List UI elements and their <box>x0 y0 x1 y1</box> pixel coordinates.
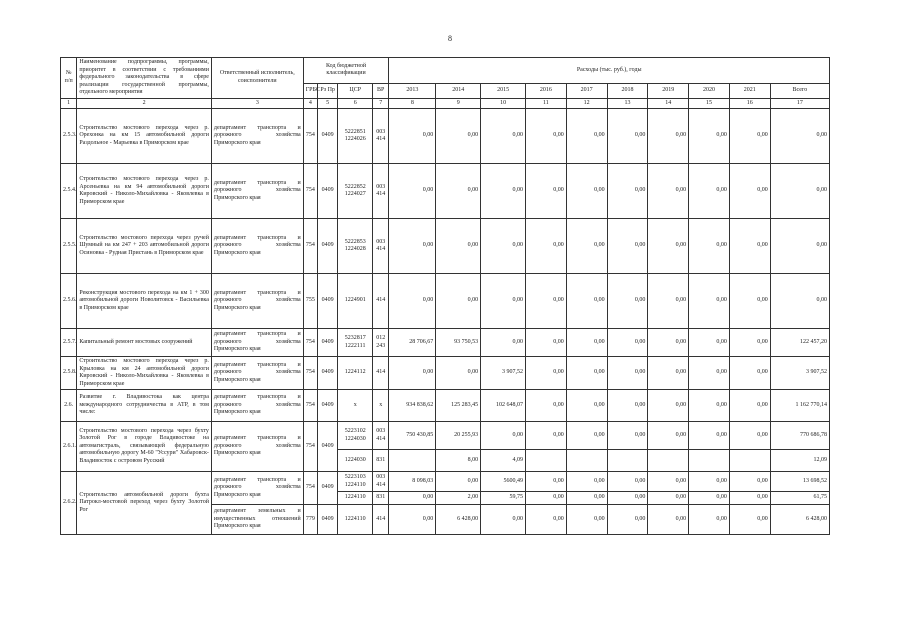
header-year: 2014 <box>436 83 481 98</box>
row-year-value: 0,00 <box>689 505 730 535</box>
col-index: 15 <box>689 98 730 109</box>
row-year-value: 0,00 <box>566 329 607 357</box>
col-index: 6 <box>338 98 373 109</box>
col-index: 1 <box>61 98 77 109</box>
row-year-value: 0,00 <box>607 109 648 164</box>
row-year-value: 6 428,00 <box>436 505 481 535</box>
row-year-value: 0,00 <box>566 219 607 274</box>
budget-table <box>60 57 830 535</box>
row-vr: 414 <box>373 274 389 329</box>
row-year-value: 0,00 <box>436 109 481 164</box>
header-year: 2015 <box>481 83 526 98</box>
row-year-value: 0,00 <box>689 492 730 505</box>
row-year-value: 0,00 <box>526 390 567 422</box>
page-number: 8 <box>448 34 452 43</box>
row-year-value: 0,00 <box>526 274 567 329</box>
col-index: 5 <box>317 98 337 109</box>
header-year: 2016 <box>526 83 567 98</box>
row-rzpr: 0409 <box>317 109 337 164</box>
row-year-value: 0,00 <box>566 274 607 329</box>
row-number: 2.5.8. <box>61 357 77 390</box>
row-year-value: 0,00 <box>481 109 526 164</box>
row-year-value: 0,00 <box>436 472 481 492</box>
row-year-value: 0,00 <box>436 164 481 219</box>
row-total: 3 907,52 <box>770 357 829 390</box>
row-rzpr: 0409 <box>317 422 337 472</box>
row-name: Строительство мостового перехода через ручей Шумный на км 247 + 203 автомобильной дороги Осиновка - Рудная Пристань в Приморском крае <box>77 219 212 274</box>
row-year-value: 0,00 <box>729 219 770 274</box>
row-year-value: 0,00 <box>566 492 607 505</box>
header-vr: ВР <box>373 83 389 98</box>
row-responsible: департамент транспорта и дорожного хозяйства Приморского края <box>211 164 303 219</box>
row-year-value <box>526 450 567 472</box>
row-vr: 003 414 <box>373 219 389 274</box>
row-grbs: 754 <box>303 390 317 422</box>
row-responsible: департамент транспорта и дорожного хозяйства Приморского края <box>211 274 303 329</box>
col-index: 11 <box>526 98 567 109</box>
row-year-value: 125 283,45 <box>436 390 481 422</box>
row-year-value: 0,00 <box>689 422 730 450</box>
col-index: 10 <box>481 98 526 109</box>
row-year-value: 0,00 <box>648 422 689 450</box>
column-index-row <box>61 98 830 109</box>
row-year-value: 0,00 <box>607 329 648 357</box>
table-row <box>61 109 830 164</box>
row-year-value: 8,00 <box>436 450 481 472</box>
row-year-value: 0,00 <box>526 109 567 164</box>
row-responsible: департамент транспорта и дорожного хозяйства Приморского края <box>211 472 303 505</box>
row-number: 2.5.6. <box>61 274 77 329</box>
row-year-value: 750 430,85 <box>389 422 436 450</box>
row-year-value: 0,00 <box>648 505 689 535</box>
row-year-value: 0,00 <box>526 492 567 505</box>
row-year-value: 0,00 <box>389 492 436 505</box>
row-total: 61,75 <box>770 492 829 505</box>
row-total: 0,00 <box>770 109 829 164</box>
table-row <box>61 164 830 219</box>
row-responsible: департамент транспорта и дорожного хозяйства Приморского края <box>211 109 303 164</box>
row-number: 2.5.3. <box>61 109 77 164</box>
row-total: 0,00 <box>770 274 829 329</box>
row-year-value: 0,00 <box>689 329 730 357</box>
row-number: 2.5.4. <box>61 164 77 219</box>
row-year-value: 0,00 <box>389 274 436 329</box>
row-year-value: 0,00 <box>607 390 648 422</box>
row-year-value: 102 648,07 <box>481 390 526 422</box>
row-year-value: 5600,49 <box>481 472 526 492</box>
table-row <box>61 219 830 274</box>
row-year-value: 0,00 <box>526 472 567 492</box>
row-year-value: 0,00 <box>436 219 481 274</box>
row-year-value: 8 098,03 <box>389 472 436 492</box>
row-year-value: 0,00 <box>526 422 567 450</box>
row-vr: 414 <box>373 357 389 390</box>
row-year-value: 0,00 <box>566 505 607 535</box>
row-year-value: 0,00 <box>526 164 567 219</box>
row-vr: 831 <box>373 492 389 505</box>
row-number: 2.5.7. <box>61 329 77 357</box>
row-year-value: 0,00 <box>607 219 648 274</box>
row-year-value: 20 255,93 <box>436 422 481 450</box>
row-year-value: 0,00 <box>566 109 607 164</box>
row-responsible: департамент транспорта и дорожного хозяйства Приморского края <box>211 390 303 422</box>
row-year-value: 0,00 <box>689 390 730 422</box>
row-year-value: 0,00 <box>689 472 730 492</box>
header-year: 2017 <box>566 83 607 98</box>
row-grbs: 755 <box>303 274 317 329</box>
row-year-value: 0,00 <box>729 164 770 219</box>
row-csr: 5232817 1222111 <box>338 329 373 357</box>
row-year-value: 59,75 <box>481 492 526 505</box>
row-grbs: 754 <box>303 472 317 505</box>
header-year: 2019 <box>648 83 689 98</box>
row-responsible: департамент транспорта и дорожного хозяйства Приморского края <box>211 422 303 472</box>
row-total: 0,00 <box>770 219 829 274</box>
col-index: 16 <box>729 98 770 109</box>
row-year-value: 0,00 <box>729 357 770 390</box>
row-total: 770 686,78 <box>770 422 829 450</box>
row-grbs: 754 <box>303 422 317 472</box>
col-index: 17 <box>770 98 829 109</box>
row-grbs: 754 <box>303 329 317 357</box>
row-rzpr: 0409 <box>317 472 337 505</box>
row-name: Реконструкция мостового перехода на км 1 + 300 автомобильной дороги Новолитовск - Васильевка в Приморском крае <box>77 274 212 329</box>
row-year-value: 0,00 <box>689 164 730 219</box>
row-vr: 414 <box>373 505 389 535</box>
row-year-value: 0,00 <box>481 219 526 274</box>
row-grbs: 779 <box>303 505 317 535</box>
row-total: 13 698,52 <box>770 472 829 492</box>
col-index: 8 <box>389 98 436 109</box>
row-grbs: 754 <box>303 109 317 164</box>
row-responsible: департамент транспорта и дорожного хозяйства Приморского края <box>211 357 303 390</box>
row-rzpr: 0409 <box>317 274 337 329</box>
table-row <box>61 329 830 357</box>
row-csr: 5222853 1224028 <box>338 219 373 274</box>
row-vr: 003 414 <box>373 109 389 164</box>
row-total: 12,09 <box>770 450 829 472</box>
row-year-value: 0,00 <box>729 329 770 357</box>
col-index: 9 <box>436 98 481 109</box>
header-total: Всего <box>770 83 829 98</box>
row-name: Строительство мостового перехода через р. Орехонка на км 15 автомобильной дороги Раздольное - Марьевка в Приморском крае <box>77 109 212 164</box>
row-year-value: 0,00 <box>566 164 607 219</box>
row-number: 2.5.5. <box>61 219 77 274</box>
row-year-value: 0,00 <box>648 109 689 164</box>
row-year-value: 4,09 <box>481 450 526 472</box>
col-index: 13 <box>607 98 648 109</box>
row-year-value: 0,00 <box>729 492 770 505</box>
row-year-value: 3 907,52 <box>481 357 526 390</box>
header-resp: Ответственный исполнитель, соисполнители <box>211 58 303 99</box>
row-year-value: 0,00 <box>481 329 526 357</box>
row-year-value: 934 838,62 <box>389 390 436 422</box>
table-row <box>61 472 830 492</box>
row-rzpr: 0409 <box>317 329 337 357</box>
row-total: 6 428,00 <box>770 505 829 535</box>
row-year-value <box>648 450 689 472</box>
row-year-value: 28 706,67 <box>389 329 436 357</box>
col-index: 12 <box>566 98 607 109</box>
table-row <box>61 357 830 390</box>
row-name: Строительство мостового перехода через бухту Золотой Рог в городе Владивостоке на автомагистраль, связывающей федеральную автомобильную дорогу М-60 "Уссури" Хабаровск-Владивосток с островом Русский <box>77 422 212 472</box>
row-year-value: 0,00 <box>729 109 770 164</box>
row-year-value: 0,00 <box>648 274 689 329</box>
header-row <box>61 58 830 84</box>
row-total: 122 457,20 <box>770 329 829 357</box>
row-grbs: 754 <box>303 164 317 219</box>
row-year-value: 0,00 <box>389 109 436 164</box>
row-year-value <box>566 450 607 472</box>
header-year: 2021 <box>729 83 770 98</box>
row-name: Строительство автомобильной дороги бухта Патрокл-мостовой переход через бухту Золотой Рог <box>77 472 212 535</box>
row-year-value: 0,00 <box>729 390 770 422</box>
col-index: 3 <box>211 98 303 109</box>
row-year-value <box>729 450 770 472</box>
row-year-value: 0,00 <box>607 357 648 390</box>
row-name: Развитие г. Владивостока как центра международного сотрудничества в АТР, в том числе: <box>77 390 212 422</box>
row-rzpr: 0409 <box>317 390 337 422</box>
header-year: 2013 <box>389 83 436 98</box>
row-year-value: 0,00 <box>607 422 648 450</box>
row-year-value: 0,00 <box>689 357 730 390</box>
row-year-value: 0,00 <box>648 492 689 505</box>
row-year-value: 0,00 <box>729 505 770 535</box>
row-year-value: 0,00 <box>689 274 730 329</box>
header-num: № п/п <box>61 58 77 99</box>
row-year-value: 0,00 <box>566 390 607 422</box>
row-total: 0,00 <box>770 164 829 219</box>
row-grbs: 754 <box>303 357 317 390</box>
header-name: Наименование подпрограммы, программы, приоритет в соответствии с требованиями федерального законодательства в сфере реализации государственной программы, отдельного мероприятия <box>77 58 212 99</box>
row-vr: х <box>373 390 389 422</box>
row-year-value: 0,00 <box>436 274 481 329</box>
row-year-value <box>689 450 730 472</box>
row-year-value: 0,00 <box>389 164 436 219</box>
row-year-value: 0,00 <box>481 422 526 450</box>
row-name: Строительство мостового перехода через р. Арсеньевка на км 94 автомобильной дороги Кировский - Николо-Михайловка - Яковлевка в Приморском крае <box>77 164 212 219</box>
row-year-value: 0,00 <box>481 274 526 329</box>
row-csr: 1224110 <box>338 505 373 535</box>
table-row <box>61 274 830 329</box>
row-year-value: 0,00 <box>607 164 648 219</box>
col-index: 4 <box>303 98 317 109</box>
row-year-value: 0,00 <box>648 390 689 422</box>
row-year-value: 0,00 <box>436 357 481 390</box>
row-year-value: 0,00 <box>648 164 689 219</box>
row-year-value: 0,00 <box>729 422 770 450</box>
header-grbs: ГРБС <box>303 83 317 98</box>
row-year-value: 0,00 <box>648 472 689 492</box>
row-csr: 1224901 <box>338 274 373 329</box>
row-vr: 831 <box>373 450 389 472</box>
row-year-value: 0,00 <box>566 422 607 450</box>
row-year-value: 0,00 <box>607 492 648 505</box>
row-year-value: 0,00 <box>689 109 730 164</box>
row-year-value: 0,00 <box>607 505 648 535</box>
row-grbs: 754 <box>303 219 317 274</box>
row-rzpr: 0409 <box>317 164 337 219</box>
row-responsible: департамент земельных и имущественных отношений Приморского края <box>211 505 303 535</box>
row-year-value: 0,00 <box>566 472 607 492</box>
table-row <box>61 422 830 450</box>
row-year-value: 0,00 <box>729 472 770 492</box>
row-csr: 5222851 1224026 <box>338 109 373 164</box>
row-responsible: департамент транспорта и дорожного хозяйства Приморского края <box>211 219 303 274</box>
row-year-value: 0,00 <box>389 505 436 535</box>
row-name: Капитальный ремонт мостовых сооружений <box>77 329 212 357</box>
row-csr: 1224112 <box>338 357 373 390</box>
row-year-value: 0,00 <box>526 329 567 357</box>
row-csr: 1224110 <box>338 492 373 505</box>
row-year-value <box>389 450 436 472</box>
row-number: 2.6. <box>61 390 77 422</box>
row-year-value: 0,00 <box>526 357 567 390</box>
row-name: Строительство мостового перехода через р. Крыловка на км 24 автомобильной дороги Кировский - Николо-Михайловка - Яковлевка в Приморском крае <box>77 357 212 390</box>
row-csr: 1224030 <box>338 450 373 472</box>
row-csr: 5223103 1224110 <box>338 472 373 492</box>
row-total: 1 162 770,14 <box>770 390 829 422</box>
col-index: 14 <box>648 98 689 109</box>
row-csr: х <box>338 390 373 422</box>
row-year-value: 0,00 <box>648 357 689 390</box>
row-year-value <box>607 450 648 472</box>
header-expenses-group: Расходы (тыс. руб.), годы <box>389 58 830 84</box>
col-index: 7 <box>373 98 389 109</box>
row-vr: 003 414 <box>373 472 389 492</box>
row-rzpr: 0409 <box>317 505 337 535</box>
row-rzpr: 0409 <box>317 357 337 390</box>
row-year-value: 0,00 <box>526 219 567 274</box>
row-year-value: 0,00 <box>648 329 689 357</box>
row-year-value: 93 750,53 <box>436 329 481 357</box>
row-year-value: 0,00 <box>389 219 436 274</box>
row-year-value: 0,00 <box>481 505 526 535</box>
row-year-value: 0,00 <box>566 357 607 390</box>
table-row <box>61 390 830 422</box>
row-rzpr: 0409 <box>317 219 337 274</box>
row-year-value: 0,00 <box>607 274 648 329</box>
row-year-value: 0,00 <box>689 219 730 274</box>
col-index: 2 <box>77 98 212 109</box>
row-vr: 003 414 <box>373 422 389 450</box>
row-vr: 012 243 <box>373 329 389 357</box>
row-year-value: 0,00 <box>481 164 526 219</box>
row-csr: 5223102 1224030 <box>338 422 373 450</box>
header-year: 2020 <box>689 83 730 98</box>
row-year-value: 0,00 <box>526 505 567 535</box>
row-year-value: 0,00 <box>607 472 648 492</box>
row-responsible: департамент транспорта и дорожного хозяйства Приморского края <box>211 329 303 357</box>
header-csr: ЦСР <box>338 83 373 98</box>
row-csr: 5222852 1224027 <box>338 164 373 219</box>
row-year-value: 0,00 <box>389 357 436 390</box>
header-code-group: Код бюджетной классификации <box>303 58 389 84</box>
header-rzpr: Рз Пр <box>317 83 337 98</box>
row-number: 2.6.1. <box>61 422 77 472</box>
row-year-value: 0,00 <box>648 219 689 274</box>
header-year: 2018 <box>607 83 648 98</box>
row-year-value: 0,00 <box>729 274 770 329</box>
row-vr: 003 414 <box>373 164 389 219</box>
row-year-value: 2,00 <box>436 492 481 505</box>
row-number: 2.6.2. <box>61 472 77 535</box>
